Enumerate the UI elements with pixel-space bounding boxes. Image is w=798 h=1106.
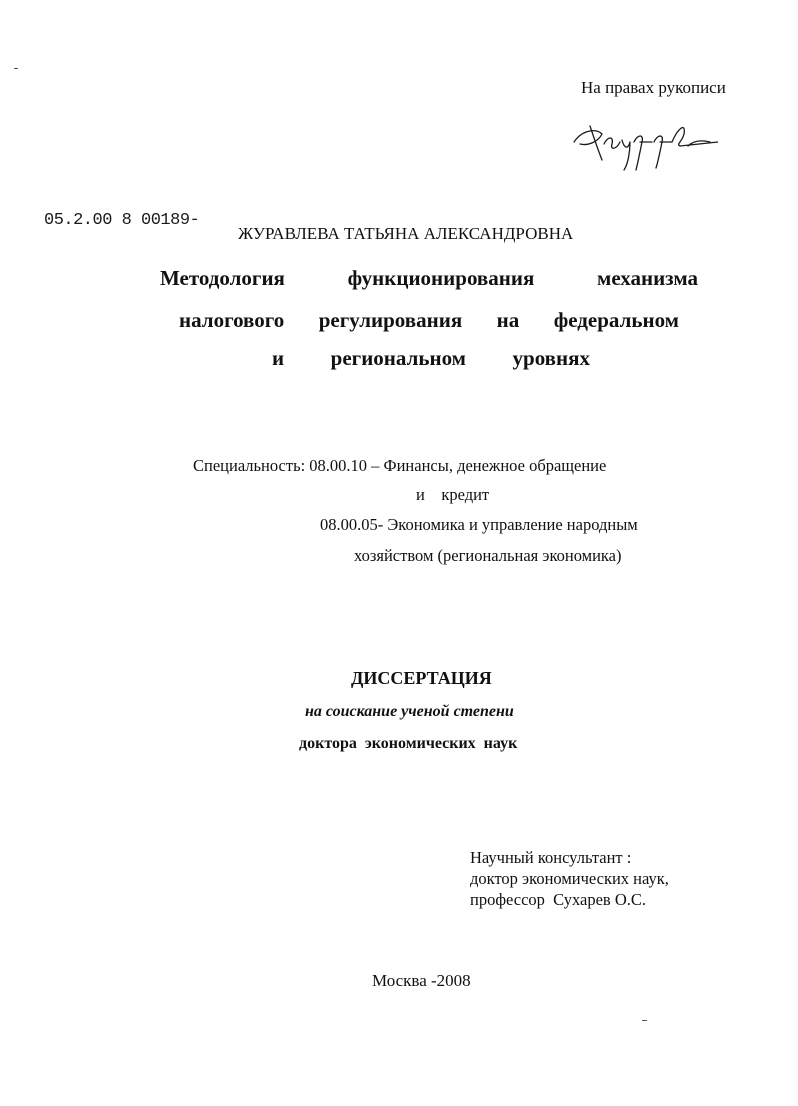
author-name: ЖУРАВЛЕВА ТАТЬЯНА АЛЕКСАНДРОВНА — [238, 224, 574, 243]
title-word: на — [496, 308, 520, 332]
scan-speck — [642, 1020, 647, 1021]
scan-speck — [14, 68, 18, 69]
title-word: федеральном — [553, 308, 679, 332]
consultant-line: Научный консультант : — [470, 848, 632, 867]
degree-line: на соискание ученой степени — [305, 703, 514, 720]
dissertation-title-line — [179, 308, 679, 333]
consultant-line: профессор Сухарев О.С. — [470, 890, 647, 909]
specialty-line: и кредит — [416, 485, 490, 504]
consultant-line: доктор экономических наук, — [470, 869, 669, 888]
title-word: функционирования — [347, 266, 535, 290]
title-word: механизма — [597, 266, 698, 290]
title-word: налогового — [179, 308, 285, 332]
city-year: Москва -2008 — [372, 971, 471, 990]
specialty-line: хозяйством (региональная экономика) — [354, 546, 622, 565]
work-type-heading: ДИССЕРТАЦИЯ — [351, 668, 492, 688]
title-word: и — [272, 346, 285, 370]
dissertation-title-line — [272, 346, 590, 371]
title-word: уровнях — [512, 346, 590, 370]
title-word: регулирования — [318, 308, 463, 332]
title-word: региональном — [330, 346, 466, 370]
archive-stamp: 05.2.00 8 00189- — [44, 211, 200, 230]
specialty-line: Специальность: 08.00.10 – Финансы, денежное обращение — [193, 456, 607, 475]
title-word: Методология — [160, 266, 285, 290]
degree-line: доктора экономических наук — [299, 735, 518, 752]
rights-note: На правах рукописи — [581, 78, 726, 97]
handwritten-signature — [568, 112, 718, 174]
dissertation-title-line — [160, 266, 698, 291]
specialty-line: 08.00.05- Экономика и управление народным — [320, 515, 638, 534]
